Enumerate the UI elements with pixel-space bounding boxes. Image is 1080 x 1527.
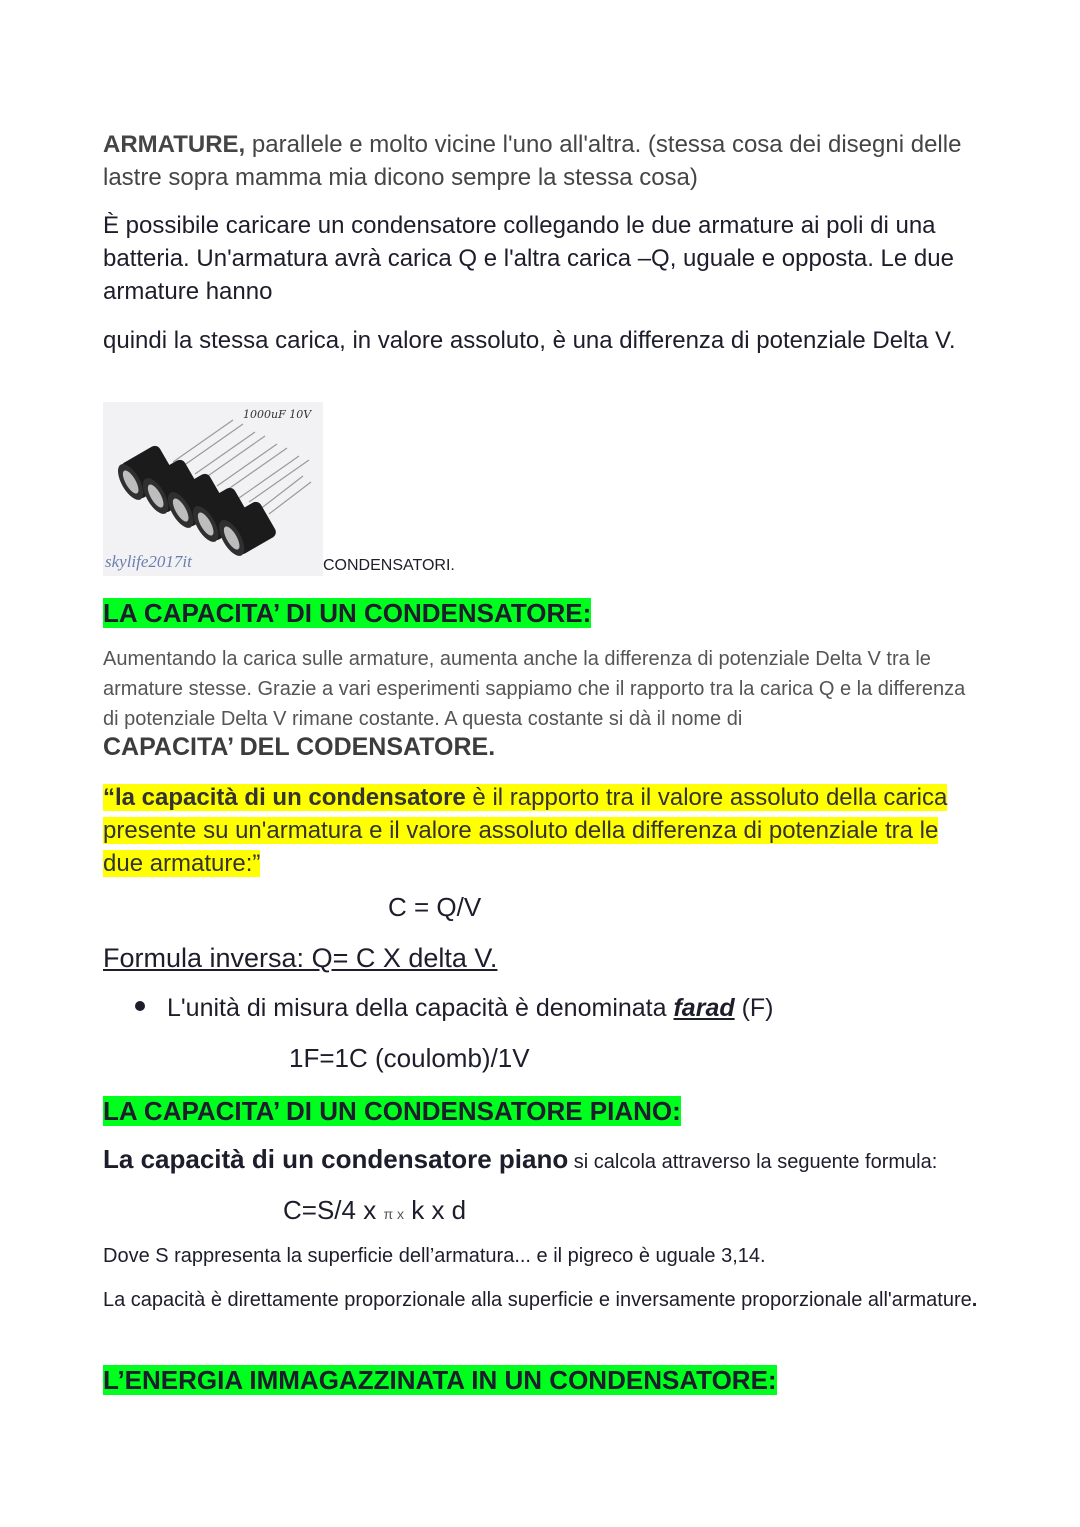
list-item-farad — [135, 994, 774, 1023]
piano-bold: La capacità di un condensatore piano — [103, 1144, 569, 1174]
farad-term: farad — [673, 994, 735, 1022]
paragraph-caricare: È possibile caricare un condensatore collegando le due armature ai poli di una batteria. Un'armatura avrà carica Q e l'altra carica –Q, uguale e opposta. Le due armature hanno — [103, 212, 954, 305]
armature-text: parallele e molto vicine l'uno all'altra. (stessa cosa dei disegni delle lastre sopra mamma mia dicono sempre la stessa cosa) — [103, 131, 962, 191]
paragraph-stessa-carica: quindi la stessa carica, in valore assoluto, è una differenza di potenziale Delta V. — [103, 327, 956, 354]
paragraph-capacita: Aumentando la carica sulle armature, aumenta anche la differenza di potenziale Delta V tra le armature stesse. Grazie a vari esperimenti sappiamo che il rapporto tra la carica Q e la differenza di potenziale Delta V rimane costante. A questa costante si dà il nome di — [103, 648, 966, 730]
paragraph-dove: Dove S rappresenta la superficie dell’armatura... e il pigreco è uguale 3,14. — [103, 1245, 766, 1267]
quote-text: è il rapporto tra il valore assoluto della carica presente su un'armatura e il valore assoluto della differenza di potenziale tra le due armature:” — [103, 784, 948, 877]
paragraph-proporzionale — [103, 1284, 983, 1317]
proporzionale-end: . — [971, 1289, 978, 1311]
formula-inversa: Formula inversa: Q= C X delta V. — [103, 943, 498, 973]
capacitors-illustration — [103, 402, 323, 576]
photo-watermark: skylife2017it — [105, 552, 192, 571]
bullet-post: (F) — [734, 994, 774, 1022]
heading-capacita — [103, 596, 591, 630]
paragraph-capacita-bold: CAPACITA’ DEL CODENSATORE. — [103, 733, 496, 761]
paragraph-piano — [103, 1144, 937, 1175]
formula-piano — [283, 1195, 466, 1226]
photo-row — [103, 402, 983, 576]
bullet-icon — [135, 1001, 145, 1011]
heading-piano — [103, 1094, 681, 1128]
quote-bold: “la capacità di un condensatore — [103, 784, 466, 811]
photo-caption-top: 1000uF 10V — [243, 408, 312, 421]
paragraph-armature — [103, 128, 983, 194]
armature-term: ARMATURE, — [103, 131, 246, 158]
formula-capacita: C = Q/V — [388, 892, 482, 922]
proporzionale-text: La capacità è direttamente proporzionale alla superficie e inversamente proporzionale all'armature — [103, 1289, 972, 1311]
piano-text: si calcola attraverso la seguente formula: — [568, 1151, 938, 1173]
formula-piano-a: C=S/4 x — [283, 1195, 384, 1225]
heading-energia-text: L’ENERGIA IMMAGAZZINATA IN UN CONDENSATORE: — [103, 1365, 777, 1395]
farad-unit-formula: 1F=1C (coulomb)/1V — [289, 1043, 530, 1073]
heading-capacita-text: LA CAPACITA’ DI UN CONDENSATORE: — [103, 598, 592, 628]
definition-quote — [103, 781, 983, 880]
formula-piano-b: k x d — [404, 1195, 467, 1225]
formula-piano-pi: π x — [383, 1206, 404, 1222]
bullet-pre: L'unità di misura della capacità è denominata — [167, 994, 674, 1022]
heading-piano-text: LA CAPACITA’ DI UN CONDENSATORE PIANO: — [103, 1096, 681, 1126]
photo-label: CONDENSATORI. — [323, 557, 455, 574]
capacitors-photo — [103, 402, 323, 576]
heading-energia — [103, 1363, 777, 1397]
